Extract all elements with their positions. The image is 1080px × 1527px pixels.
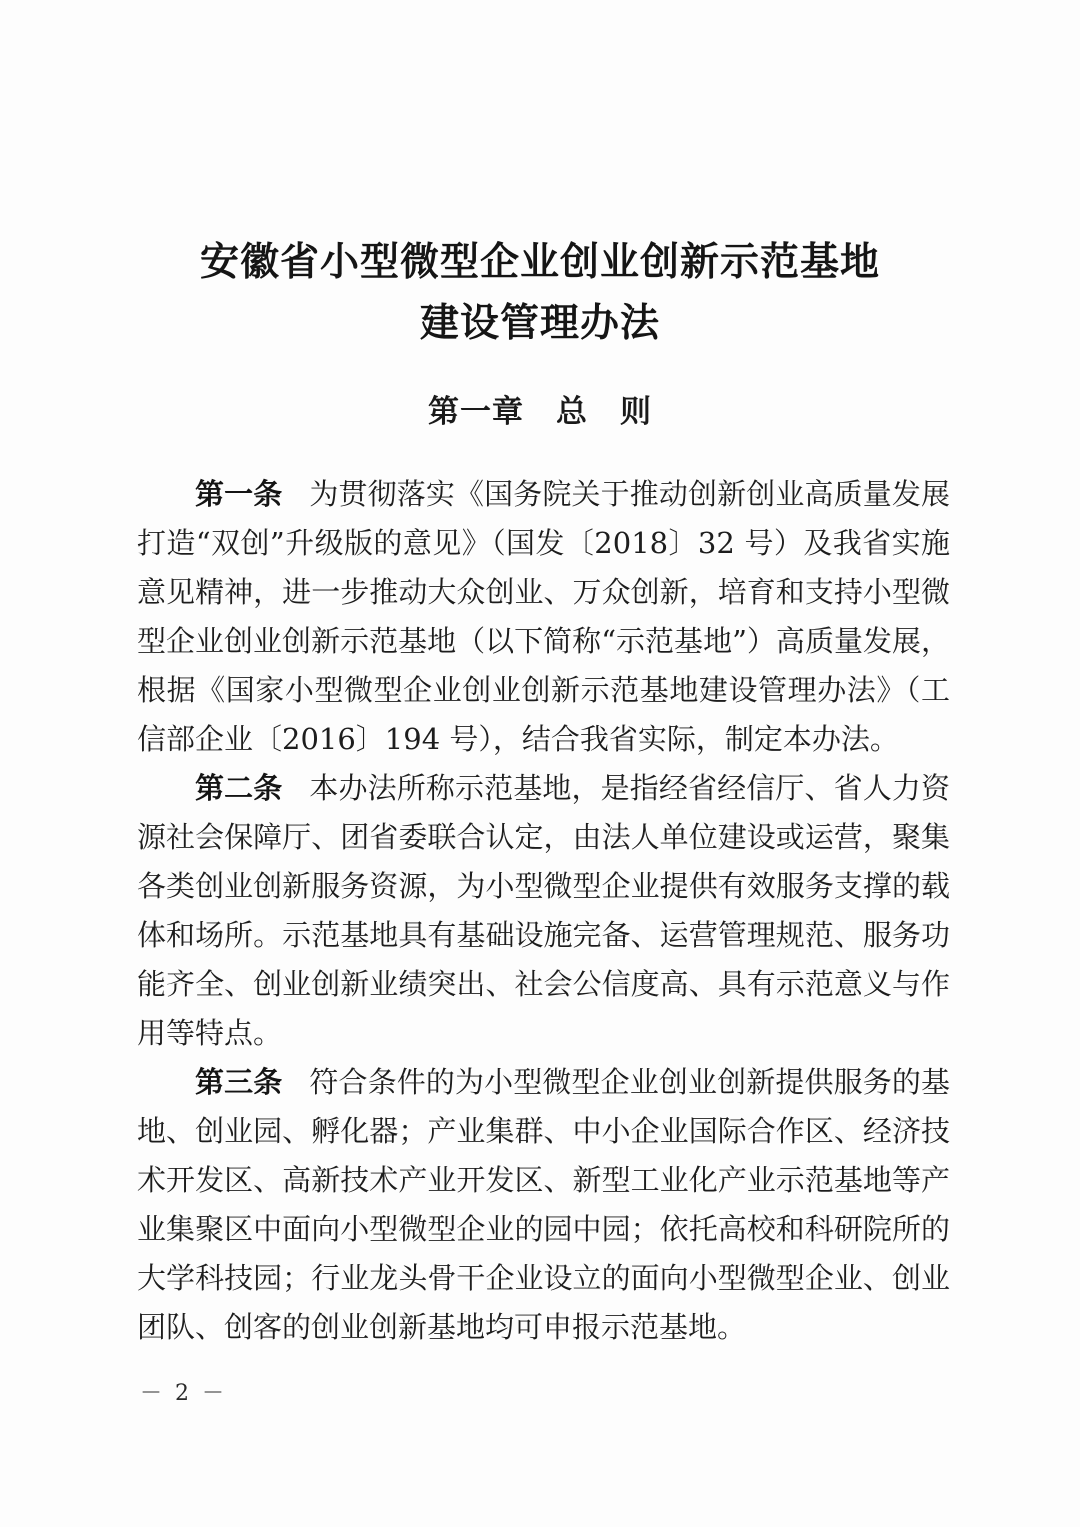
page-number: － 2 － — [140, 1381, 227, 1406]
article-paragraph-2 — [137, 764, 950, 1058]
article-2-number: 第二条 — [195, 771, 283, 805]
article-3-number: 第三条 — [195, 1065, 283, 1099]
article-paragraph-3 — [137, 1058, 950, 1352]
article-2-text: 本办法所称示范基地，是指经省经信厅、省人力资源社会保障厅、团省委联合认定，由法人单位建设或运营，聚集各类创业创新服务资源，为小型微型企业提供有效服务支撑的载体和场所。示范基地具有基础设施完备、运营管理规范、服务功能齐全、创业创新业绩突出、社会公信度高、具有示范意义与作用等特点。 — [137, 771, 950, 1050]
document-title — [0, 232, 1080, 354]
document-title-line-1: 安徽省小型微型企业创业创新示范基地 — [199, 239, 880, 285]
article-1-number: 第一条 — [195, 477, 283, 511]
article-3-text: 符合条件的为小型微型企业创业创新提供服务的基地、创业园、孵化器；产业集群、中小企业国际合作区、经济技术开发区、高新技术产业开发区、新型工业化产业示范基地等产业集聚区中面向小型微型企业的园中园；依托高校和科研院所的大学科技园；行业龙头骨干企业设立的面向小型微型企业、创业团队、创客的创业创新基地均可申报示范基地。 — [137, 1065, 950, 1344]
article-paragraph-1 — [137, 470, 950, 764]
article-1-text: 为贯彻落实《国务院关于推动创新创业高质量发展打造“双创”升级版的意见》（国发〔2018〕32 号）及我省实施意见精神，进一步推动大众创业、万众创新，培育和支持小型微型企业创业创新示范基地（以下简称“示范基地”）高质量发展，根据《国家小型微型企业创业创新示范基地建设管理办法》（工信部企业〔2016〕194 号），结合我省实际，制定本办法。 — [137, 477, 950, 756]
document-body — [137, 470, 950, 1352]
chapter-heading: 第一章 总 则 — [428, 394, 652, 430]
document-title-line-2: 建设管理办法 — [419, 300, 660, 346]
